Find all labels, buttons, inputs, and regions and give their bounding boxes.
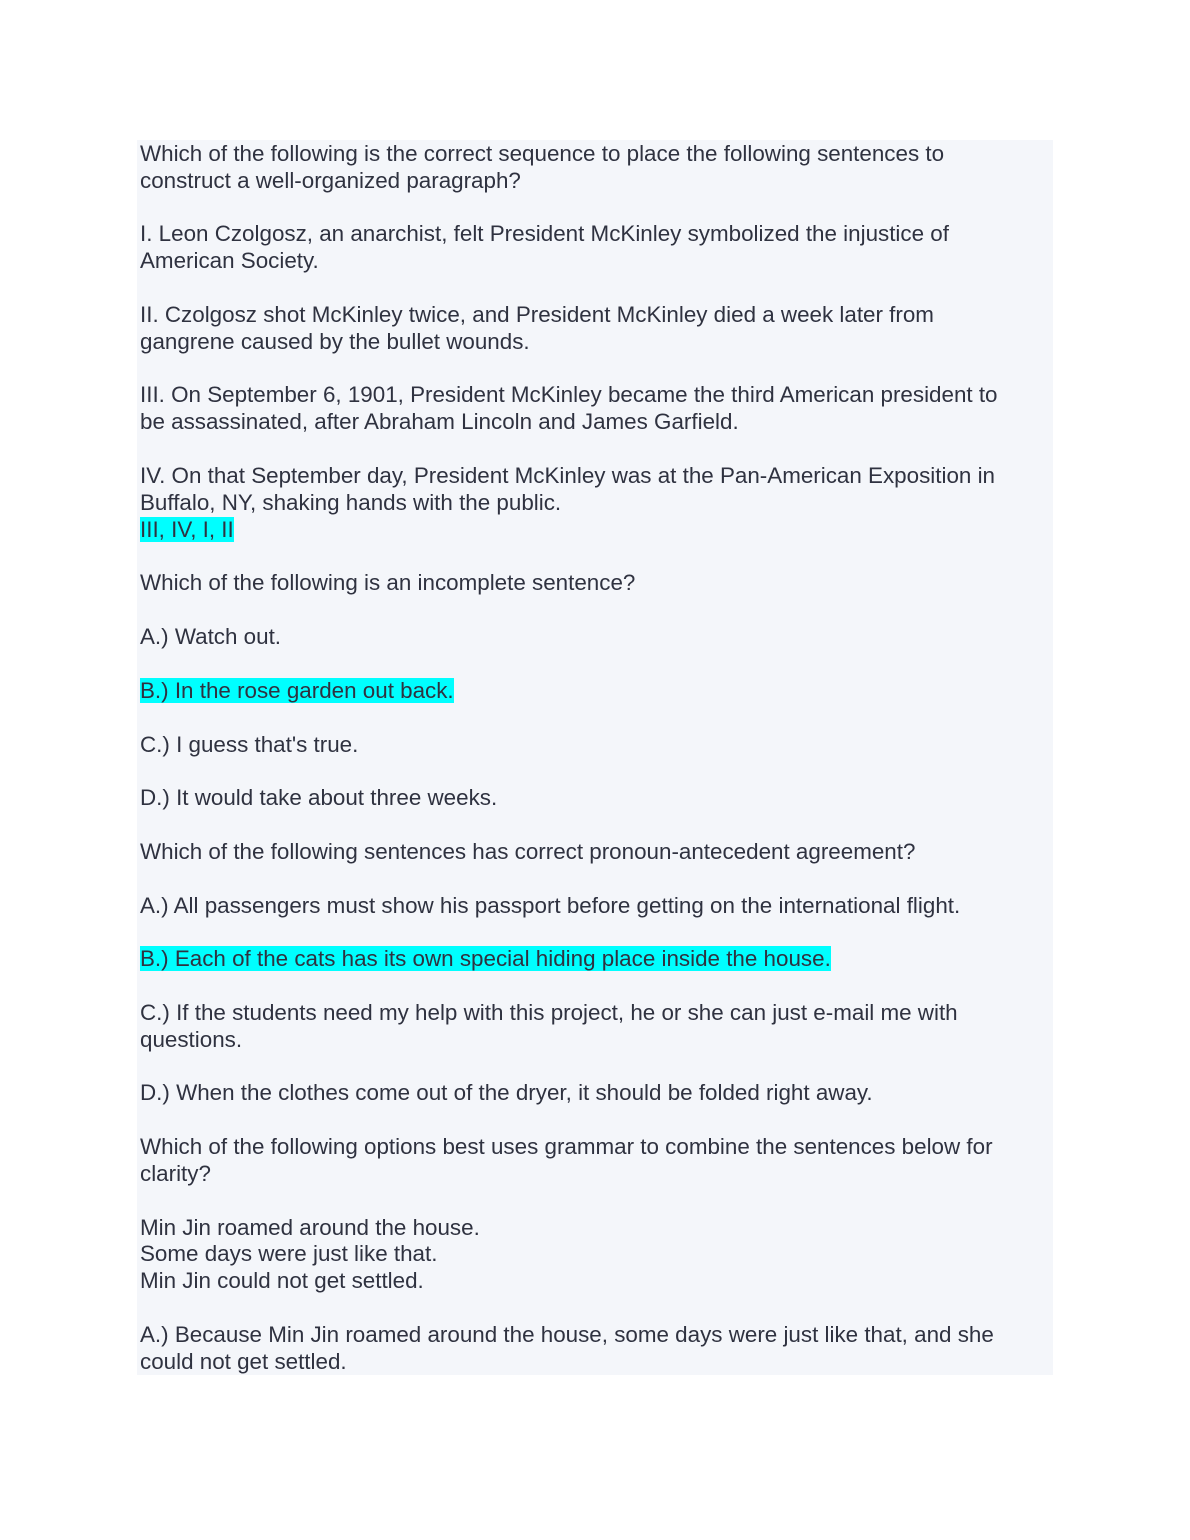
q1-sentence-2-line-2: gangrene caused by the bullet wounds. bbox=[140, 329, 530, 354]
q2-option-c: C.) I guess that's true. bbox=[140, 732, 359, 757]
q4-sentence-3: Min Jin could not get settled. bbox=[140, 1268, 424, 1293]
q3-option-d: D.) When the clothes come out of the dryer, it should be folded right away. bbox=[140, 1080, 873, 1105]
q2-option-d: D.) It would take about three weeks. bbox=[140, 785, 498, 810]
q1-sentence-2-line-1: II. Czolgosz shot McKinley twice, and President McKinley died a week later from bbox=[140, 302, 934, 327]
q4-prompt-line-2: clarity? bbox=[140, 1161, 211, 1186]
q1-sentence-4-line-2: Buffalo, NY, shaking hands with the public. bbox=[140, 490, 562, 515]
q4-prompt-line-1: Which of the following options best uses grammar to combine the sentences below for bbox=[140, 1134, 993, 1159]
q2-option-a: A.) Watch out. bbox=[140, 624, 282, 649]
q1-sentence-1-line-1: I. Leon Czolgosz, an anarchist, felt President McKinley symbolized the injustice of bbox=[140, 221, 949, 246]
q4-option-a-line-2: could not get settled. bbox=[140, 1349, 347, 1374]
q4-sentence-1: Min Jin roamed around the house. bbox=[140, 1215, 480, 1240]
q3-option-c-line-2: questions. bbox=[140, 1027, 243, 1052]
q4-option-a-line-1: A.) Because Min Jin roamed around the house, some days were just like that, and she bbox=[140, 1322, 994, 1347]
q3-prompt: Which of the following sentences has correct pronoun-antecedent agreement? bbox=[140, 839, 916, 864]
q1-sentence-1-line-2: American Society. bbox=[140, 248, 319, 273]
q2-prompt: Which of the following is an incomplete sentence? bbox=[140, 570, 636, 595]
q1-prompt-line-2: construct a well-organized paragraph? bbox=[140, 168, 521, 193]
q2-option-b-highlight: B.) In the rose garden out back. bbox=[140, 678, 454, 703]
q3-option-b-highlight: B.) Each of the cats has its own special hiding place inside the house. bbox=[140, 946, 831, 971]
q1-sentence-4-line-1: IV. On that September day, President McKinley was at the Pan-American Exposition in bbox=[140, 463, 996, 488]
q1-sentence-3-line-2: be assassinated, after Abraham Lincoln and James Garfield. bbox=[140, 409, 739, 434]
q1-answer-highlight: III, IV, I, II bbox=[140, 517, 234, 542]
q2-option-b-line bbox=[140, 677, 454, 704]
q1-answer-line bbox=[140, 516, 234, 543]
q4-sentence-2: Some days were just like that. bbox=[140, 1241, 438, 1266]
q3-option-b-line bbox=[140, 945, 831, 972]
q3-option-a: A.) All passengers must show his passport before getting on the international flight. bbox=[140, 893, 961, 918]
q1-prompt-line-1: Which of the following is the correct sequence to place the following sentences to bbox=[140, 141, 945, 166]
q1-sentence-3-line-1: III. On September 6, 1901, President McKinley became the third American president to bbox=[140, 382, 998, 407]
q3-option-c-line-1: C.) If the students need my help with this project, he or she can just e-mail me with bbox=[140, 1000, 958, 1025]
